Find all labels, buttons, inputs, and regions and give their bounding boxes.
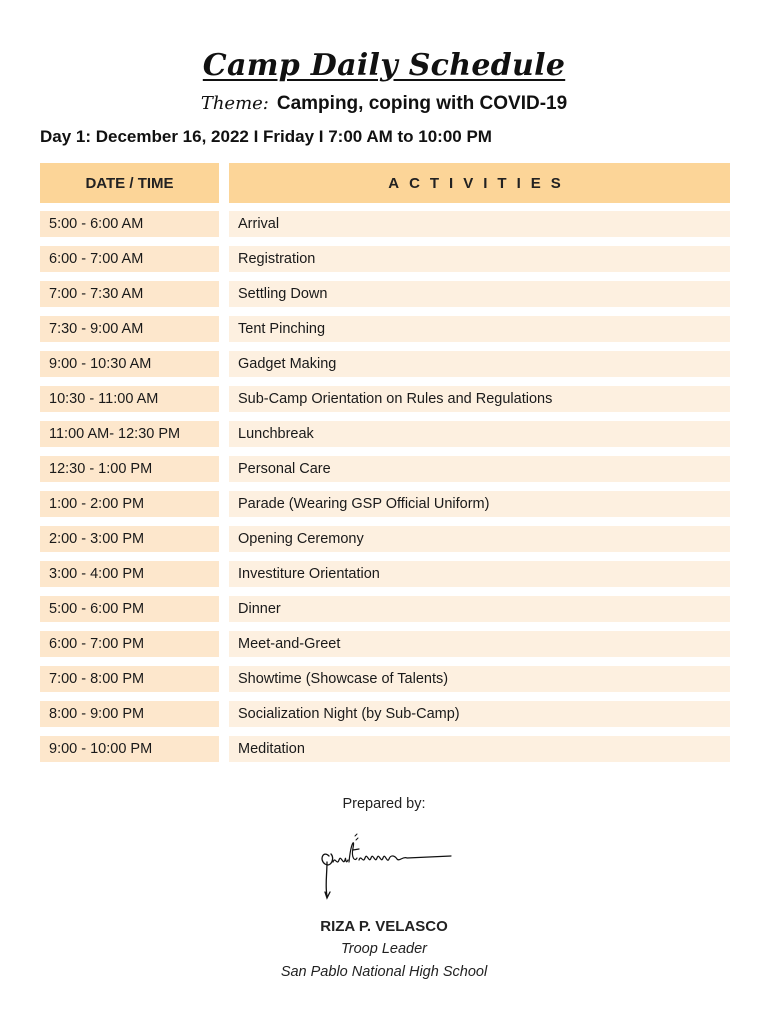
activity-cell: Investiture Orientation	[229, 561, 730, 587]
activity-cell: Tent Pinching	[229, 316, 730, 342]
time-cell: 3:00 - 4:00 PM	[40, 561, 219, 587]
activity-cell: Registration	[229, 246, 730, 272]
table-row	[40, 666, 730, 701]
signatory-name: RIZA P. VELASCO	[320, 918, 448, 935]
activity-cell: Gadget Making	[229, 351, 730, 377]
table-row	[40, 316, 730, 351]
time-cell: 7:00 - 7:30 AM	[40, 281, 219, 307]
time-cell: 1:00 - 2:00 PM	[40, 491, 219, 517]
activity-cell: Settling Down	[229, 281, 730, 307]
table-row	[40, 631, 730, 666]
table-row	[40, 351, 730, 386]
activity-cell: Opening Ceremony	[229, 526, 730, 552]
table-row	[40, 211, 730, 246]
day-line: Day 1: December 16, 2022 I Friday I 7:00 AM to 10:00 PM	[40, 127, 492, 146]
column-header-time: DATE / TIME	[40, 163, 219, 203]
time-cell: 12:30 - 1:00 PM	[40, 456, 219, 482]
time-cell: 5:00 - 6:00 AM	[40, 211, 219, 237]
table-row	[40, 596, 730, 631]
time-cell: 11:00 AM- 12:30 PM	[40, 421, 219, 447]
signature-image	[315, 832, 457, 902]
table-row	[40, 491, 730, 526]
signatory-school: San Pablo National High School	[280, 964, 488, 980]
prepared-by-label: Prepared by:	[342, 796, 426, 812]
activity-cell: Meet-and-Greet	[229, 631, 730, 657]
table-row	[40, 281, 730, 316]
activity-cell: Lunchbreak	[229, 421, 730, 447]
document-title: Camp Daily Schedule	[202, 48, 566, 83]
table-row	[40, 526, 730, 561]
time-cell: 6:00 - 7:00 PM	[40, 631, 219, 657]
activity-cell: Meditation	[229, 736, 730, 762]
activity-cell: Sub-Camp Orientation on Rules and Regulations	[229, 386, 730, 412]
time-cell: 9:00 - 10:00 PM	[40, 736, 219, 762]
time-cell: 7:30 - 9:00 AM	[40, 316, 219, 342]
time-cell: 2:00 - 3:00 PM	[40, 526, 219, 552]
table-row	[40, 561, 730, 596]
activity-cell: Parade (Wearing GSP Official Uniform)	[229, 491, 730, 517]
activity-cell: Dinner	[229, 596, 730, 622]
table-row	[40, 456, 730, 491]
table-row	[40, 246, 730, 281]
activity-cell: Showtime (Showcase of Talents)	[229, 666, 730, 692]
schedule-table	[40, 211, 730, 771]
time-cell: 9:00 - 10:30 AM	[40, 351, 219, 377]
table-row	[40, 421, 730, 456]
table-row	[40, 701, 730, 736]
theme-label: Theme:	[200, 93, 269, 114]
time-cell: 6:00 - 7:00 AM	[40, 246, 219, 272]
activity-cell: Socialization Night (by Sub-Camp)	[229, 701, 730, 727]
activity-cell: Arrival	[229, 211, 730, 237]
theme-line	[0, 93, 768, 115]
table-row	[40, 736, 730, 771]
activity-cell: Personal Care	[229, 456, 730, 482]
table-row	[40, 386, 730, 421]
theme-text: Camping, coping with COVID-19	[276, 93, 568, 114]
time-cell: 10:30 - 11:00 AM	[40, 386, 219, 412]
column-header-activities: ACTIVITIES	[229, 163, 730, 203]
time-cell: 5:00 - 6:00 PM	[40, 596, 219, 622]
time-cell: 8:00 - 9:00 PM	[40, 701, 219, 727]
signatory-role: Troop Leader	[341, 941, 427, 957]
time-cell: 7:00 - 8:00 PM	[40, 666, 219, 692]
